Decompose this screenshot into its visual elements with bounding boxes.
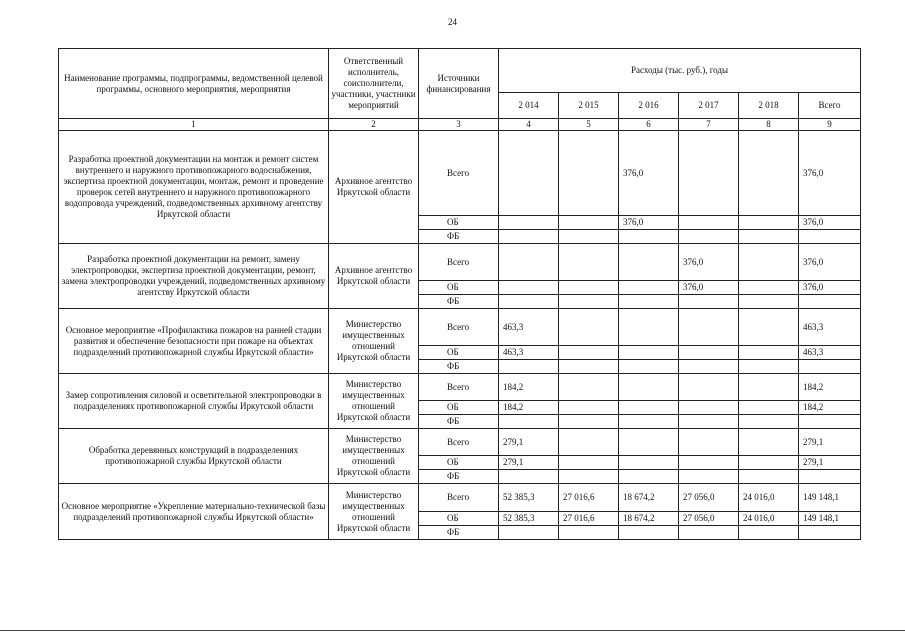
- column-number: 8: [739, 119, 799, 131]
- year-value: [739, 230, 799, 244]
- year-value: [679, 131, 739, 216]
- year-value: [739, 526, 799, 540]
- year-value: [559, 456, 619, 470]
- responsible-executor: Министерство имущественных отношений Иркутской области: [329, 309, 419, 374]
- year-value: [499, 216, 559, 230]
- year-value: [739, 429, 799, 456]
- year-value: [559, 415, 619, 429]
- table-row: [59, 429, 861, 456]
- header-year: 2 017: [679, 93, 739, 119]
- year-value: [679, 360, 739, 374]
- year-value: [679, 309, 739, 346]
- year-value: [739, 131, 799, 216]
- year-value: [559, 374, 619, 401]
- total-value: 149 148,1: [799, 484, 861, 512]
- year-value: [499, 470, 559, 484]
- funding-source: ОБ: [419, 456, 499, 470]
- funding-source: ОБ: [419, 281, 499, 295]
- page-bottom-rule: [0, 630, 905, 631]
- measure-name: Замер сопротивления силовой и осветительной электропроводки в подразделениях противопожарной службы Иркутской области: [59, 374, 329, 429]
- measure-name: Обработка деревянных конструкций в подразделениях противопожарной службы Иркутской области: [59, 429, 329, 484]
- year-value: [619, 281, 679, 295]
- funding-source: ФБ: [419, 295, 499, 309]
- year-value: [739, 470, 799, 484]
- funding-source: Всего: [419, 374, 499, 401]
- funding-source: Всего: [419, 429, 499, 456]
- funding-source: ФБ: [419, 360, 499, 374]
- total-value: [799, 360, 861, 374]
- measure-name: Разработка проектной документации на монтаж и ремонт систем внутреннего и наружного противопожарного водоснабжения, экспертиза проектной документации, монтаж, ремонт и проведение проверок сетей внутреннего и наружного противопожарного водопровода учреждений, подведомственных архивному агентству Иркутской области: [59, 131, 329, 244]
- header-sources: Источники финансирования: [419, 49, 499, 119]
- column-number: 9: [799, 119, 861, 131]
- year-value: [499, 360, 559, 374]
- year-value: [679, 429, 739, 456]
- column-number: 5: [559, 119, 619, 131]
- measure-name: Разработка проектной документации на ремонт, замену электропроводки, экспертиза проектной документации, ремонт, замена электропроводки учреждений, подведомственных архивному агентству Иркутской области: [59, 244, 329, 309]
- year-value: 27 016,6: [559, 484, 619, 512]
- year-value: [619, 309, 679, 346]
- funding-source: Всего: [419, 309, 499, 346]
- year-value: [499, 295, 559, 309]
- year-value: [739, 346, 799, 360]
- total-value: [799, 470, 861, 484]
- table-row: [59, 131, 861, 216]
- year-value: [559, 526, 619, 540]
- funding-source: Всего: [419, 244, 499, 281]
- total-value: 463,3: [799, 309, 861, 346]
- year-value: 24 016,0: [739, 512, 799, 526]
- year-value: [559, 401, 619, 415]
- total-value: 279,1: [799, 456, 861, 470]
- header-name: Наименование программы, подпрограммы, ведомственной целевой программы, основного мероприятия, мероприятия: [59, 49, 329, 119]
- year-value: 279,1: [499, 456, 559, 470]
- year-value: [559, 244, 619, 281]
- year-value: 27 016,6: [559, 512, 619, 526]
- year-value: 184,2: [499, 374, 559, 401]
- column-number: 4: [499, 119, 559, 131]
- year-value: [619, 401, 679, 415]
- year-value: [619, 456, 679, 470]
- column-number: 7: [679, 119, 739, 131]
- funding-source: ОБ: [419, 216, 499, 230]
- year-value: 279,1: [499, 429, 559, 456]
- year-value: [679, 346, 739, 360]
- year-value: [499, 230, 559, 244]
- funding-source: ФБ: [419, 230, 499, 244]
- year-value: [619, 346, 679, 360]
- total-value: 463,3: [799, 346, 861, 360]
- table-row: [59, 244, 861, 281]
- funding-source: ОБ: [419, 346, 499, 360]
- year-value: [679, 216, 739, 230]
- total-value: [799, 526, 861, 540]
- year-value: [679, 456, 739, 470]
- column-number: 6: [619, 119, 679, 131]
- year-value: [559, 131, 619, 216]
- total-value: 279,1: [799, 429, 861, 456]
- year-value: [559, 470, 619, 484]
- responsible-executor: Архивное агентство Иркутской области: [329, 244, 419, 309]
- page-number: 24: [448, 17, 457, 27]
- year-value: [739, 456, 799, 470]
- year-value: [559, 295, 619, 309]
- year-value: [559, 216, 619, 230]
- header-total: Всего: [799, 93, 861, 119]
- budget-table: [58, 48, 861, 540]
- year-value: [619, 244, 679, 281]
- year-value: 376,0: [619, 131, 679, 216]
- year-value: [619, 415, 679, 429]
- table-row: [59, 374, 861, 401]
- funding-source: ФБ: [419, 526, 499, 540]
- total-value: 149 148,1: [799, 512, 861, 526]
- total-value: [799, 295, 861, 309]
- year-value: [739, 295, 799, 309]
- header-year: 2 015: [559, 93, 619, 119]
- funding-source: ФБ: [419, 470, 499, 484]
- total-value: [799, 415, 861, 429]
- total-value: 376,0: [799, 244, 861, 281]
- funding-source: ОБ: [419, 512, 499, 526]
- year-value: 52 385,3: [499, 512, 559, 526]
- year-value: [679, 230, 739, 244]
- year-value: 376,0: [679, 281, 739, 295]
- year-value: [499, 131, 559, 216]
- year-value: [739, 281, 799, 295]
- total-value: 376,0: [799, 216, 861, 230]
- header-expenses: Расходы (тыс. руб.), годы: [499, 49, 861, 93]
- total-value: 376,0: [799, 131, 861, 216]
- column-number: 1: [59, 119, 329, 131]
- measure-name: Основное мероприятие «Укрепление материально-технической базы подразделений противопожарной службы Иркутской области»: [59, 484, 329, 540]
- column-number: 3: [419, 119, 499, 131]
- year-value: [499, 244, 559, 281]
- total-value: 184,2: [799, 401, 861, 415]
- table-body: [59, 131, 861, 540]
- year-value: 463,3: [499, 346, 559, 360]
- total-value: [799, 230, 861, 244]
- header-responsible: Ответственный исполнитель, соисполнители, участники, участники мероприятий: [329, 49, 419, 119]
- year-value: [739, 374, 799, 401]
- responsible-executor: Архивное агентство Иркутской области: [329, 131, 419, 244]
- year-value: 18 674,2: [619, 484, 679, 512]
- total-value: 376,0: [799, 281, 861, 295]
- year-value: [559, 429, 619, 456]
- responsible-executor: Министерство имущественных отношений Иркутской области: [329, 429, 419, 484]
- funding-source: Всего: [419, 131, 499, 216]
- funding-source: ОБ: [419, 401, 499, 415]
- year-value: [679, 526, 739, 540]
- year-value: 376,0: [619, 216, 679, 230]
- year-value: [739, 216, 799, 230]
- year-value: 184,2: [499, 401, 559, 415]
- responsible-executor: Министерство имущественных отношений Иркутской области: [329, 374, 419, 429]
- column-number: 2: [329, 119, 419, 131]
- year-value: [739, 309, 799, 346]
- year-value: [619, 374, 679, 401]
- year-value: [559, 230, 619, 244]
- year-value: [619, 429, 679, 456]
- year-value: [739, 360, 799, 374]
- year-value: [499, 415, 559, 429]
- header-year: 2 014: [499, 93, 559, 119]
- year-value: [679, 401, 739, 415]
- header-year: 2 016: [619, 93, 679, 119]
- year-value: [559, 281, 619, 295]
- year-value: [559, 309, 619, 346]
- year-value: 52 385,3: [499, 484, 559, 512]
- year-value: 18 674,2: [619, 512, 679, 526]
- year-value: [739, 401, 799, 415]
- year-value: [559, 360, 619, 374]
- year-value: [619, 470, 679, 484]
- table-row: [59, 484, 861, 512]
- measure-name: Основное мероприятие «Профилактика пожаров на ранней стадии развития и обеспечение безопасности при пожаре на объектах подразделений противопожарной службы Иркутской области»: [59, 309, 329, 374]
- year-value: [679, 295, 739, 309]
- funding-source: Всего: [419, 484, 499, 512]
- header-year: 2 018: [739, 93, 799, 119]
- year-value: [619, 526, 679, 540]
- year-value: [559, 346, 619, 360]
- year-value: 24 016,0: [739, 484, 799, 512]
- year-value: [619, 360, 679, 374]
- year-value: [679, 374, 739, 401]
- year-value: [499, 526, 559, 540]
- year-value: [739, 415, 799, 429]
- year-value: 27 056,0: [679, 484, 739, 512]
- year-value: [679, 415, 739, 429]
- year-value: 376,0: [679, 244, 739, 281]
- table-row: [59, 309, 861, 346]
- year-value: [499, 281, 559, 295]
- total-value: 184,2: [799, 374, 861, 401]
- year-value: [679, 470, 739, 484]
- year-value: 463,3: [499, 309, 559, 346]
- year-value: [739, 244, 799, 281]
- year-value: [619, 295, 679, 309]
- year-value: [619, 230, 679, 244]
- year-value: 27 056,0: [679, 512, 739, 526]
- funding-source: ФБ: [419, 415, 499, 429]
- responsible-executor: Министерство имущественных отношений Иркутской области: [329, 484, 419, 540]
